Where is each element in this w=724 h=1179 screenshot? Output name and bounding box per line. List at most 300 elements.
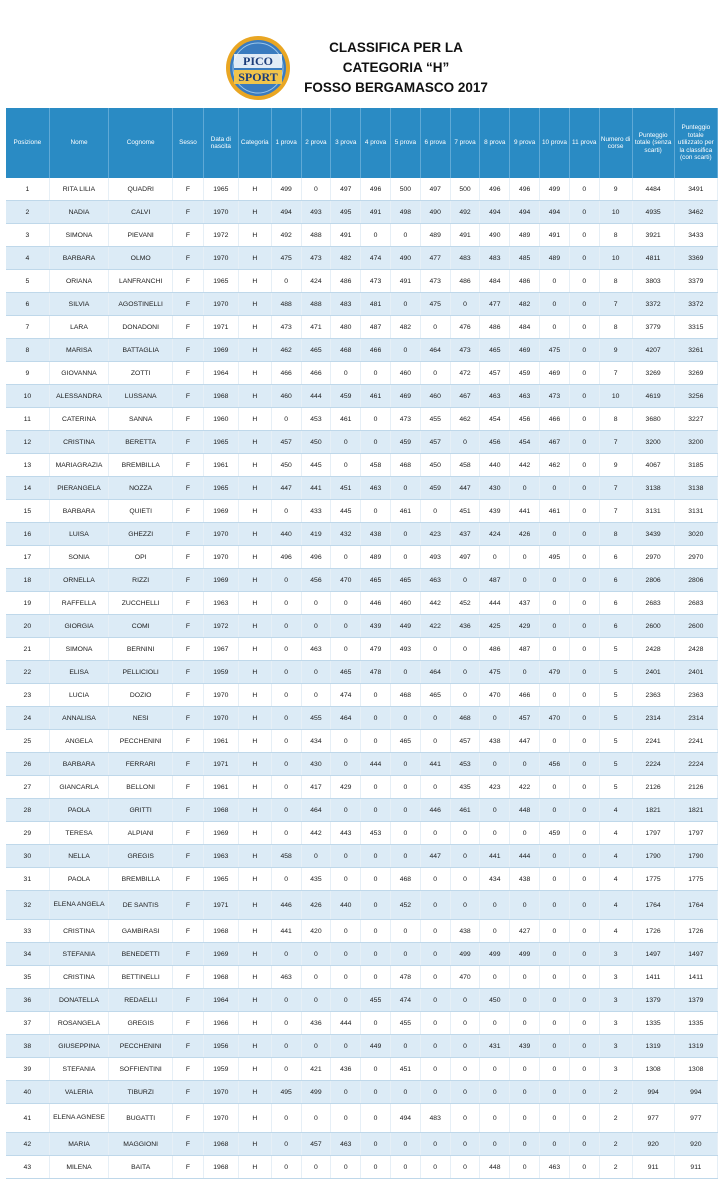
table-cell: 499 (450, 943, 480, 966)
table-cell: 0 (569, 638, 599, 661)
table-cell: 0 (390, 822, 420, 845)
table-cell: 1775 (632, 868, 674, 891)
table-cell: F (173, 224, 204, 247)
table-cell: 20 (6, 615, 49, 638)
table-row (6, 224, 718, 247)
table-cell: 462 (540, 454, 570, 477)
table-cell: 424 (480, 523, 510, 546)
table-cell: 463 (331, 1133, 361, 1156)
table-cell: 441 (510, 500, 540, 523)
table-cell: 0 (540, 1012, 570, 1035)
table-cell: 0 (569, 224, 599, 247)
table-cell: 0 (390, 1133, 420, 1156)
table-cell: 463 (301, 638, 331, 661)
table-cell: H (238, 1058, 271, 1081)
table-cell: 0 (450, 1104, 480, 1133)
table-cell: F (173, 178, 204, 201)
table-cell: BARBARA (49, 500, 109, 523)
table-cell: 456 (301, 569, 331, 592)
table-cell: 491 (331, 224, 361, 247)
table-cell: 483 (420, 1104, 450, 1133)
table-cell: 4 (6, 247, 49, 270)
table-row (6, 1104, 718, 1133)
table-cell: 1964 (203, 362, 238, 385)
column-header: 11 prova (569, 108, 599, 178)
table-cell: MARISA (49, 339, 109, 362)
table-cell: 447 (420, 845, 450, 868)
table-cell: 491 (390, 270, 420, 293)
table-cell: 432 (331, 523, 361, 546)
table-cell: 1970 (203, 1081, 238, 1104)
table-cell: 0 (331, 920, 361, 943)
table-cell: 497 (420, 178, 450, 201)
table-cell: 2600 (674, 615, 717, 638)
table-cell: 40 (6, 1081, 49, 1104)
table-cell: 500 (450, 178, 480, 201)
table-cell: 2970 (632, 546, 674, 569)
table-cell: 0 (271, 615, 301, 638)
table-cell: FERRARI (109, 753, 173, 776)
table-cell: 491 (540, 224, 570, 247)
table-cell: 465 (390, 730, 420, 753)
table-cell: F (173, 822, 204, 845)
table-cell: 442 (510, 454, 540, 477)
table-cell: 0 (390, 546, 420, 569)
table-cell: GIANCARLA (49, 776, 109, 799)
table-cell: 2970 (674, 546, 717, 569)
table-cell: 7 (599, 477, 632, 500)
table-cell: H (238, 385, 271, 408)
table-cell: 461 (331, 408, 361, 431)
table-cell: 994 (674, 1081, 717, 1104)
table-cell: 0 (271, 822, 301, 845)
table-cell: F (173, 776, 204, 799)
table-cell: 3779 (632, 316, 674, 339)
table-row (6, 569, 718, 592)
table-cell: 911 (632, 1156, 674, 1179)
table-cell: 1963 (203, 845, 238, 868)
table-row (6, 477, 718, 500)
table-row (6, 845, 718, 868)
table-cell: 439 (361, 615, 391, 638)
table-cell: 0 (390, 1156, 420, 1179)
table-cell: 0 (301, 684, 331, 707)
table-cell: 465 (480, 339, 510, 362)
table-cell: 0 (420, 1058, 450, 1081)
table-cell: 421 (301, 1058, 331, 1081)
table-cell: 419 (301, 523, 331, 546)
table-cell: F (173, 1104, 204, 1133)
table-cell: 0 (480, 1081, 510, 1104)
table-cell: 4484 (632, 178, 674, 201)
table-cell: 0 (271, 1156, 301, 1179)
table-cell: 483 (480, 247, 510, 270)
table-cell: 460 (271, 385, 301, 408)
table-cell: 37 (6, 1012, 49, 1035)
table-cell: 451 (390, 1058, 420, 1081)
table-cell: 0 (569, 408, 599, 431)
table-cell: 4935 (632, 201, 674, 224)
table-cell: BARBARA (49, 247, 109, 270)
table-cell: 3020 (674, 523, 717, 546)
table-cell: 434 (480, 868, 510, 891)
table-cell: 29 (6, 822, 49, 845)
table-cell: CALVI (109, 201, 173, 224)
table-cell: 0 (361, 500, 391, 523)
column-header: 10 prova (540, 108, 570, 178)
table-cell: 3439 (632, 523, 674, 546)
table-cell: 0 (361, 1156, 391, 1179)
table-cell: 440 (331, 891, 361, 920)
table-cell: DE SANTIS (109, 891, 173, 920)
table-cell: 466 (540, 408, 570, 431)
table-cell: 3256 (674, 385, 717, 408)
table-cell: 2126 (632, 776, 674, 799)
table-cell: 435 (450, 776, 480, 799)
table-cell: 441 (420, 753, 450, 776)
table-cell: 0 (271, 776, 301, 799)
table-cell: 28 (6, 799, 49, 822)
table-cell: 920 (632, 1133, 674, 1156)
table-cell: 4619 (632, 385, 674, 408)
table-cell: 423 (480, 776, 510, 799)
table-cell: 0 (361, 224, 391, 247)
table-cell: ORNELLA (49, 569, 109, 592)
table-cell: 489 (510, 224, 540, 247)
table-cell: 440 (271, 523, 301, 546)
table-cell: 1821 (632, 799, 674, 822)
table-cell: 444 (510, 845, 540, 868)
table-cell: 0 (450, 989, 480, 1012)
table-cell: 0 (390, 943, 420, 966)
table-cell: 0 (569, 339, 599, 362)
table-cell: 466 (510, 684, 540, 707)
table-cell: 470 (480, 684, 510, 707)
table-cell: 8 (599, 224, 632, 247)
table-cell: 1968 (203, 1133, 238, 1156)
table-cell: OPI (109, 546, 173, 569)
table-cell: 1968 (203, 920, 238, 943)
column-header: Categoria (238, 108, 271, 178)
table-cell: 0 (510, 822, 540, 845)
table-cell: PECCHENINI (109, 730, 173, 753)
table-cell: ANGELA (49, 730, 109, 753)
table-row (6, 966, 718, 989)
table-cell: F (173, 684, 204, 707)
table-row (6, 753, 718, 776)
title-line-1: CLASSIFICA PER LA (329, 40, 463, 55)
table-cell: 5 (599, 776, 632, 799)
table-cell: 920 (674, 1133, 717, 1156)
table-cell: 0 (510, 1133, 540, 1156)
table-cell: 7 (599, 362, 632, 385)
table-cell: 0 (390, 753, 420, 776)
table-cell: 478 (390, 966, 420, 989)
table-cell: 481 (361, 293, 391, 316)
table-cell: 0 (271, 270, 301, 293)
table-cell: 465 (301, 339, 331, 362)
table-cell: 0 (420, 822, 450, 845)
table-cell: 474 (361, 247, 391, 270)
table-cell: 0 (569, 615, 599, 638)
table-cell: 1961 (203, 730, 238, 753)
table-cell: 468 (390, 684, 420, 707)
table-cell: 496 (271, 546, 301, 569)
table-cell: 1961 (203, 776, 238, 799)
table-cell: 465 (420, 684, 450, 707)
table-cell: 438 (361, 523, 391, 546)
table-cell: 438 (450, 920, 480, 943)
table-cell: VALERIA (49, 1081, 109, 1104)
table-cell: 6 (6, 293, 49, 316)
table-cell: 482 (331, 247, 361, 270)
table-row (6, 661, 718, 684)
column-header: Punteggio totale utilizzato per la classifica (con scarti) (674, 108, 717, 178)
table-cell: 0 (569, 753, 599, 776)
table-cell: SONIA (49, 546, 109, 569)
table-cell: 8 (6, 339, 49, 362)
table-cell: 420 (301, 920, 331, 943)
table-cell: 436 (301, 1012, 331, 1035)
table-cell: GREGIS (109, 1012, 173, 1035)
table-row (6, 592, 718, 615)
table-cell: H (238, 615, 271, 638)
table-cell: 0 (569, 569, 599, 592)
table-cell: H (238, 592, 271, 615)
table-cell: F (173, 1058, 204, 1081)
table-cell: 0 (569, 868, 599, 891)
table-cell: 1963 (203, 592, 238, 615)
table-cell: 1308 (632, 1058, 674, 1081)
table-cell: 1969 (203, 822, 238, 845)
table-cell: BELLONI (109, 776, 173, 799)
table-cell: 3491 (674, 178, 717, 201)
table-cell: 431 (480, 1035, 510, 1058)
table-cell: 0 (331, 868, 361, 891)
table-cell: 1797 (674, 822, 717, 845)
table-cell: 0 (569, 684, 599, 707)
table-row (6, 1035, 718, 1058)
table-cell: 458 (271, 845, 301, 868)
table-cell: 450 (480, 989, 510, 1012)
table-cell: DONADONI (109, 316, 173, 339)
table-cell: F (173, 523, 204, 546)
table-cell: 2363 (674, 684, 717, 707)
table-cell: 0 (420, 316, 450, 339)
table-cell: 441 (480, 845, 510, 868)
table-cell: 0 (450, 868, 480, 891)
table-cell: 499 (480, 943, 510, 966)
table-cell: 33 (6, 920, 49, 943)
table-cell: 0 (510, 891, 540, 920)
table-cell: 31 (6, 868, 49, 891)
table-cell: 0 (331, 845, 361, 868)
table-cell: 21 (6, 638, 49, 661)
table-cell: 450 (420, 454, 450, 477)
table-cell: 10 (599, 385, 632, 408)
table-cell: 3803 (632, 270, 674, 293)
table-cell: 417 (301, 776, 331, 799)
table-cell: 8 (599, 316, 632, 339)
column-header: 1 prova (271, 108, 301, 178)
table-cell: 497 (450, 546, 480, 569)
table-cell: 43 (6, 1156, 49, 1179)
table-cell: 453 (450, 753, 480, 776)
table-cell: 0 (420, 500, 450, 523)
table-cell: MILENA (49, 1156, 109, 1179)
table-cell: 0 (510, 546, 540, 569)
table-cell: LUISA (49, 523, 109, 546)
table-cell: BREMBILLA (109, 454, 173, 477)
table-cell: 1960 (203, 408, 238, 431)
table-cell: 0 (420, 868, 450, 891)
table-cell: 499 (271, 178, 301, 201)
table-cell: F (173, 730, 204, 753)
table-cell: 0 (301, 1035, 331, 1058)
table-cell: H (238, 270, 271, 293)
table-cell: 462 (450, 408, 480, 431)
table-cell: 423 (420, 523, 450, 546)
table-cell: 1965 (203, 270, 238, 293)
table-cell: 1970 (203, 523, 238, 546)
table-cell: 0 (569, 385, 599, 408)
table-cell: 0 (450, 845, 480, 868)
table-cell: AGOSTINELLI (109, 293, 173, 316)
table-cell: 448 (510, 799, 540, 822)
table-cell: MAGGIONI (109, 1133, 173, 1156)
table-cell: 439 (480, 500, 510, 523)
table-cell: 0 (331, 546, 361, 569)
table-cell: 0 (390, 661, 420, 684)
table-cell: F (173, 661, 204, 684)
table-cell: 1964 (203, 989, 238, 1012)
table-cell: 436 (450, 615, 480, 638)
table-cell: 3433 (674, 224, 717, 247)
table-cell: 1972 (203, 615, 238, 638)
table-cell: H (238, 707, 271, 730)
table-cell: 13 (6, 454, 49, 477)
table-cell: REDAELLI (109, 989, 173, 1012)
table-cell: 3372 (632, 293, 674, 316)
table-cell: 455 (361, 989, 391, 1012)
table-cell: 0 (569, 477, 599, 500)
table-cell: 473 (540, 385, 570, 408)
table-cell: 0 (569, 592, 599, 615)
table-row (6, 822, 718, 845)
table-cell: F (173, 845, 204, 868)
table-cell: 7 (599, 431, 632, 454)
table-cell: 0 (480, 1133, 510, 1156)
table-cell: 0 (540, 730, 570, 753)
table-cell: 12 (6, 431, 49, 454)
table-cell: 0 (480, 920, 510, 943)
table-cell: 467 (450, 385, 480, 408)
table-cell: 0 (510, 661, 540, 684)
table-cell: 0 (480, 891, 510, 920)
table-cell: 464 (420, 339, 450, 362)
table-cell: 0 (361, 776, 391, 799)
table-cell: 0 (510, 753, 540, 776)
table-cell: 463 (361, 477, 391, 500)
table-cell: 0 (361, 1012, 391, 1035)
table-cell: H (238, 316, 271, 339)
table-cell: ALPIANI (109, 822, 173, 845)
table-cell: 4811 (632, 247, 674, 270)
table-cell: 470 (450, 966, 480, 989)
table-cell: 457 (450, 730, 480, 753)
table-cell: 14 (6, 477, 49, 500)
table-cell: 0 (569, 201, 599, 224)
table-cell: 429 (331, 776, 361, 799)
logo-pico-text: PICO (243, 54, 273, 68)
table-cell: 459 (331, 385, 361, 408)
table-cell: 475 (540, 339, 570, 362)
table-row (6, 362, 718, 385)
table-cell: 1790 (674, 845, 717, 868)
table-cell: ANNALISA (49, 707, 109, 730)
table-cell: STEFANIA (49, 1058, 109, 1081)
table-cell: LANFRANCHI (109, 270, 173, 293)
table-cell: 3680 (632, 408, 674, 431)
table-cell: 489 (361, 546, 391, 569)
table-cell: 0 (361, 1104, 391, 1133)
table-cell: 3131 (632, 500, 674, 523)
table-cell: 464 (420, 661, 450, 684)
table-cell: 426 (510, 523, 540, 546)
table-cell: H (238, 569, 271, 592)
table-cell: GIUSEPPINA (49, 1035, 109, 1058)
table-cell: 453 (301, 408, 331, 431)
table-cell: 437 (510, 592, 540, 615)
table-cell: 0 (271, 1133, 301, 1156)
table-cell: 459 (420, 477, 450, 500)
table-cell: 0 (569, 799, 599, 822)
table-cell: H (238, 1156, 271, 1179)
table-cell: 0 (569, 730, 599, 753)
table-cell: 0 (540, 1133, 570, 1156)
table-cell: 0 (331, 454, 361, 477)
table-cell: 496 (301, 546, 331, 569)
table-cell: 459 (390, 431, 420, 454)
table-cell: 0 (271, 1058, 301, 1081)
table-row (6, 339, 718, 362)
table-cell: 484 (510, 316, 540, 339)
ranking-table (6, 108, 718, 1179)
table-cell: GREGIS (109, 845, 173, 868)
table-row (6, 615, 718, 638)
table-cell: 463 (540, 1156, 570, 1179)
table-cell: 463 (271, 966, 301, 989)
table-cell: 0 (450, 1035, 480, 1058)
table-cell: 492 (450, 201, 480, 224)
table-cell: 0 (361, 966, 391, 989)
table-cell: 0 (390, 293, 420, 316)
table-header-row (6, 108, 718, 178)
table-cell: 2126 (674, 776, 717, 799)
table-cell: 497 (331, 178, 361, 201)
table-cell: 0 (569, 845, 599, 868)
table-row (6, 776, 718, 799)
table-cell: 456 (510, 408, 540, 431)
table-cell: F (173, 431, 204, 454)
table-cell: H (238, 247, 271, 270)
table-cell: 0 (301, 661, 331, 684)
table-cell: 495 (540, 546, 570, 569)
table-cell: F (173, 293, 204, 316)
table-cell: 458 (450, 454, 480, 477)
table-cell: 1968 (203, 966, 238, 989)
table-cell: 3462 (674, 201, 717, 224)
